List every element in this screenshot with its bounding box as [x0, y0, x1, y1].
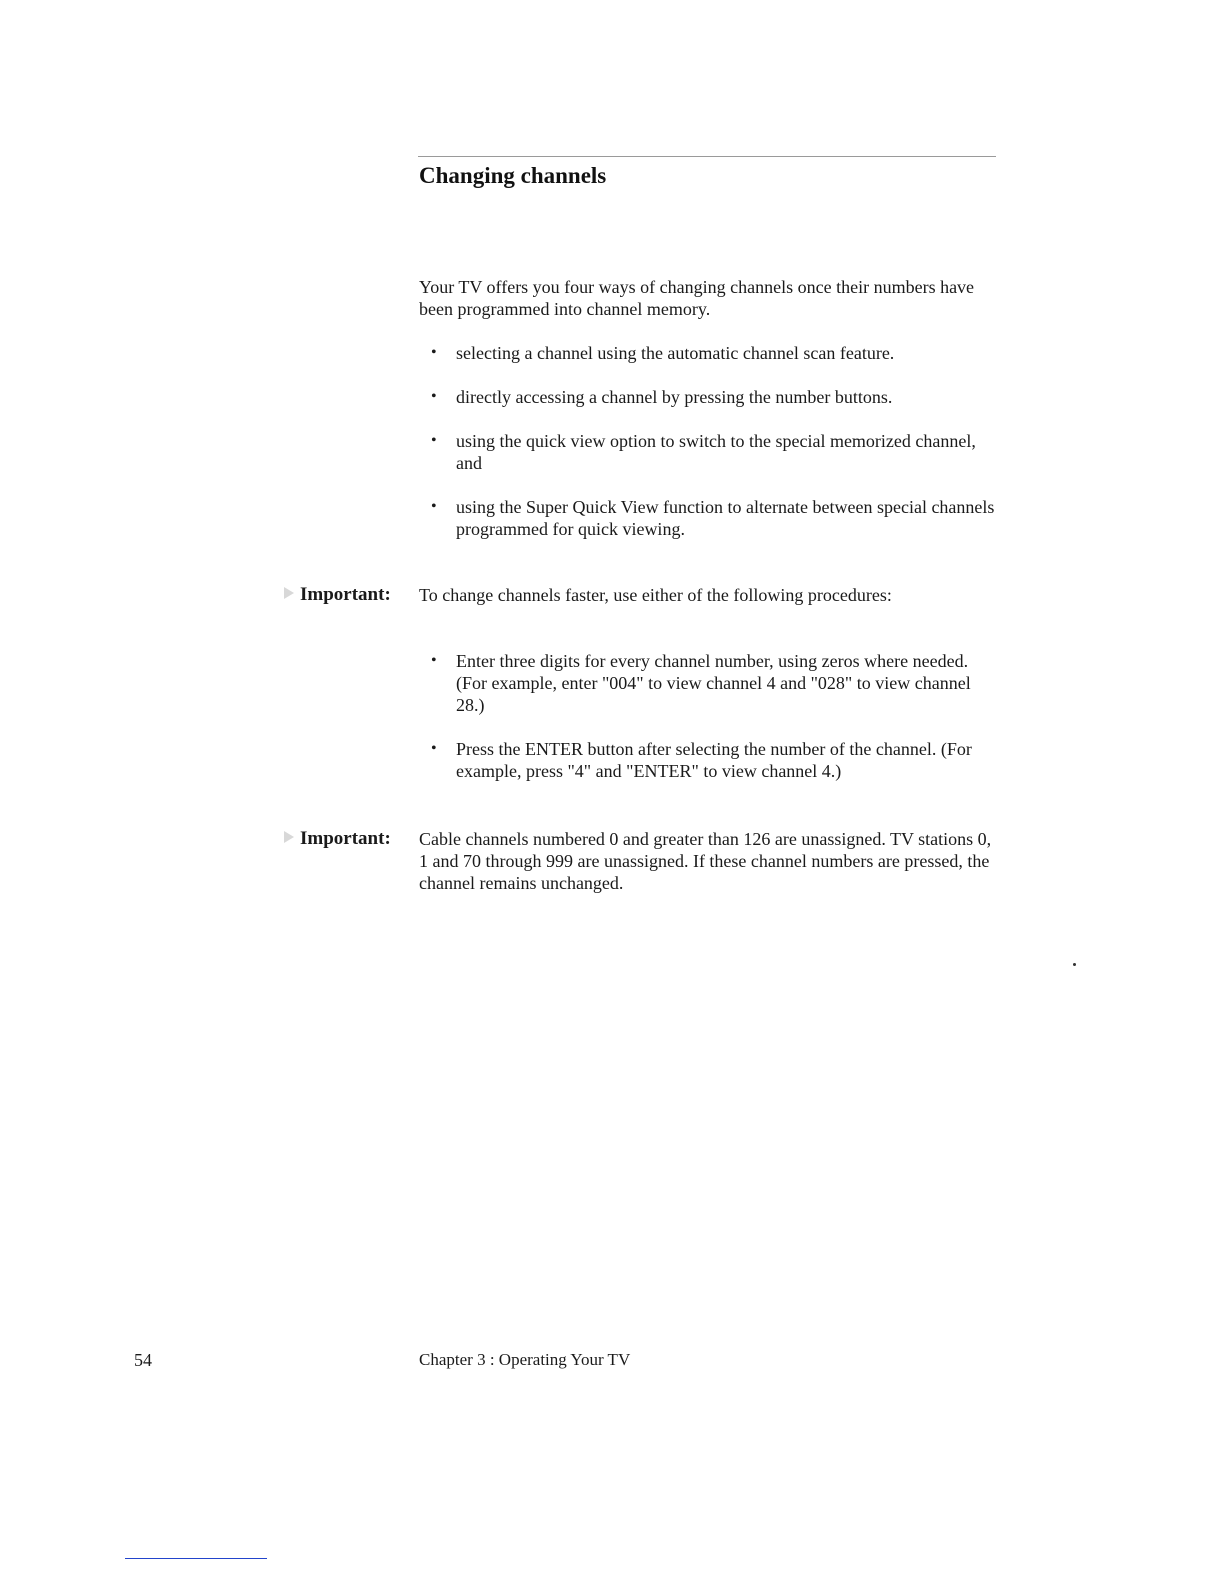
list-item [419, 430, 999, 474]
bullet-icon: • [431, 432, 437, 449]
methods-list [419, 342, 999, 562]
bullet-icon: • [431, 388, 437, 405]
important-label-2: Important: [284, 828, 391, 850]
page-title: Changing channels [419, 163, 607, 188]
list-item-text: Enter three digits for every channel number, using zeros where needed. (For example, enter "004" to view channel 4 and "028" to view channel 28.) [456, 651, 971, 715]
list-item [419, 386, 999, 408]
important-label-1: Important: [284, 584, 391, 606]
important-note-1-text: To change channels faster, use either of the following procedures: [419, 585, 892, 605]
list-item-text: using the Super Quick View function to alternate between special channels programmed for quick viewing. [456, 497, 995, 539]
triangle-marker-icon [284, 831, 294, 843]
important-note-2-text: Cable channels numbered 0 and greater than 126 are unassigned. TV stations 0, 1 and 70 through 999 are unassigned. If these channel numbers are pressed, the channel remains unchanged. [419, 829, 992, 893]
bullet-icon: • [431, 498, 437, 515]
list-item-text: selecting a channel using the automatic channel scan feature. [456, 343, 895, 363]
triangle-marker-icon [284, 587, 294, 599]
bottom-divider [125, 1558, 267, 1559]
footer-chapter: Chapter 3 : Operating Your TV [419, 1350, 631, 1369]
scan-speck [1073, 963, 1076, 966]
list-item-text: Press the ENTER button after selecting the number of the channel. (For example, press "4" and "ENTER" to view channel 4.) [456, 739, 972, 781]
list-item [419, 342, 999, 364]
list-item [419, 738, 999, 782]
procedures-list [419, 650, 999, 804]
bullet-icon: • [431, 652, 437, 669]
title-rule [418, 156, 996, 157]
list-item-text: directly accessing a channel by pressing the number buttons. [456, 387, 893, 407]
intro-paragraph: Your TV offers you four ways of changing channels once their numbers have been programmed into channel memory. [419, 277, 975, 319]
list-item-text: using the quick view option to switch to the special memorized channel, and [456, 431, 976, 473]
list-item [419, 650, 999, 716]
page-number: 54 [134, 1350, 152, 1370]
bullet-icon: • [431, 740, 437, 757]
list-item [419, 496, 999, 540]
bullet-icon: • [431, 344, 437, 361]
